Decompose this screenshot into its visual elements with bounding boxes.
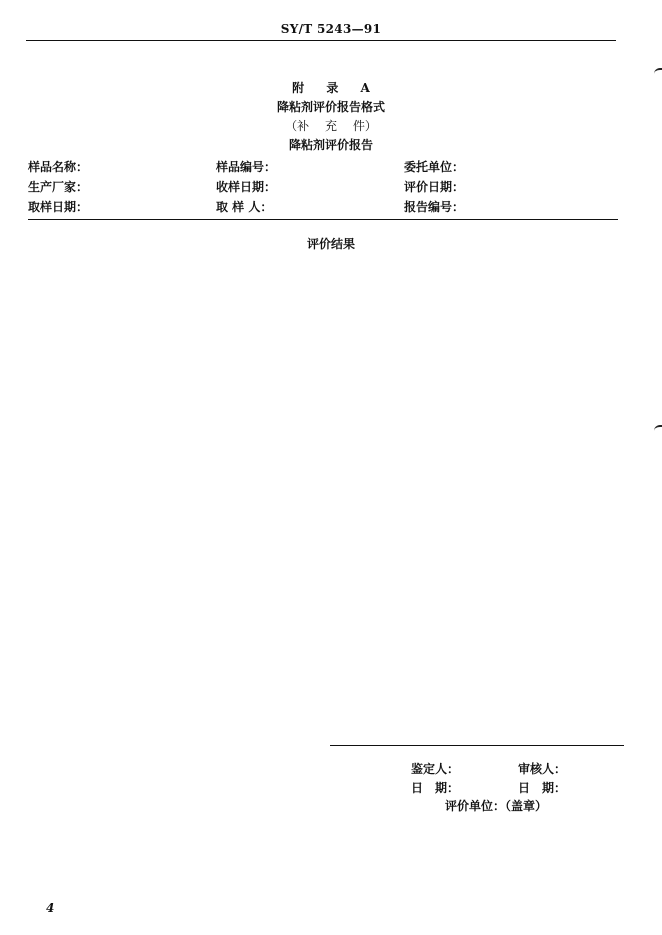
- fields-rule: [28, 219, 618, 220]
- field-manufacturer: [28, 178, 88, 195]
- supplementary-part: （补: [285, 119, 310, 133]
- standard-code: SY/T 5243—91: [280, 22, 382, 36]
- appendix-label-part: A: [360, 81, 370, 95]
- date-left-label: 日 期：: [411, 781, 460, 795]
- field-sample-name: [28, 158, 88, 175]
- reviewer-label: 审核人：: [518, 762, 567, 776]
- supplementary-note: [0, 117, 662, 134]
- field-label: 取样日期：: [28, 200, 89, 214]
- results-title: 评价结果: [306, 237, 355, 251]
- appendix-label-part: 附: [292, 81, 305, 95]
- scan-edge-mark: [654, 68, 662, 75]
- field-label: 收样日期：: [216, 180, 277, 194]
- header-rule: [26, 40, 616, 41]
- appendix-label: [0, 79, 662, 96]
- signature-rule: [330, 745, 624, 746]
- document-title: 降粘剂评价报告格式: [276, 100, 385, 114]
- field-evaluation-date: [404, 178, 464, 195]
- field-client-unit: [404, 158, 464, 175]
- field-sampling-date: [28, 198, 88, 215]
- supplementary-part: 件）: [352, 119, 377, 133]
- date-right-label: 日 期：: [518, 781, 567, 795]
- field-sampler: [216, 198, 272, 215]
- evaluation-unit-label: 评价单位：（盖章）: [445, 799, 548, 813]
- supplementary-part: 充: [324, 119, 337, 133]
- field-label: 生产厂家：: [28, 180, 89, 194]
- appendix-label-part: 录: [326, 81, 339, 95]
- field-receipt-date: [216, 178, 276, 195]
- field-sample-number: [216, 158, 276, 175]
- field-report-number: [404, 198, 464, 215]
- field-label: 样品编号：: [216, 160, 277, 174]
- appraiser-label: 鉴定人：: [411, 762, 460, 776]
- field-label: 委托单位：: [404, 160, 465, 174]
- scan-edge-mark: [654, 425, 662, 432]
- field-label: 报告编号：: [404, 200, 465, 214]
- field-label: 评价日期：: [404, 180, 465, 194]
- field-label: 取 样 人：: [216, 200, 273, 214]
- page-number: 4: [46, 901, 55, 915]
- field-label: 样品名称：: [28, 160, 89, 174]
- report-title: 降粘剂评价报告: [288, 138, 373, 152]
